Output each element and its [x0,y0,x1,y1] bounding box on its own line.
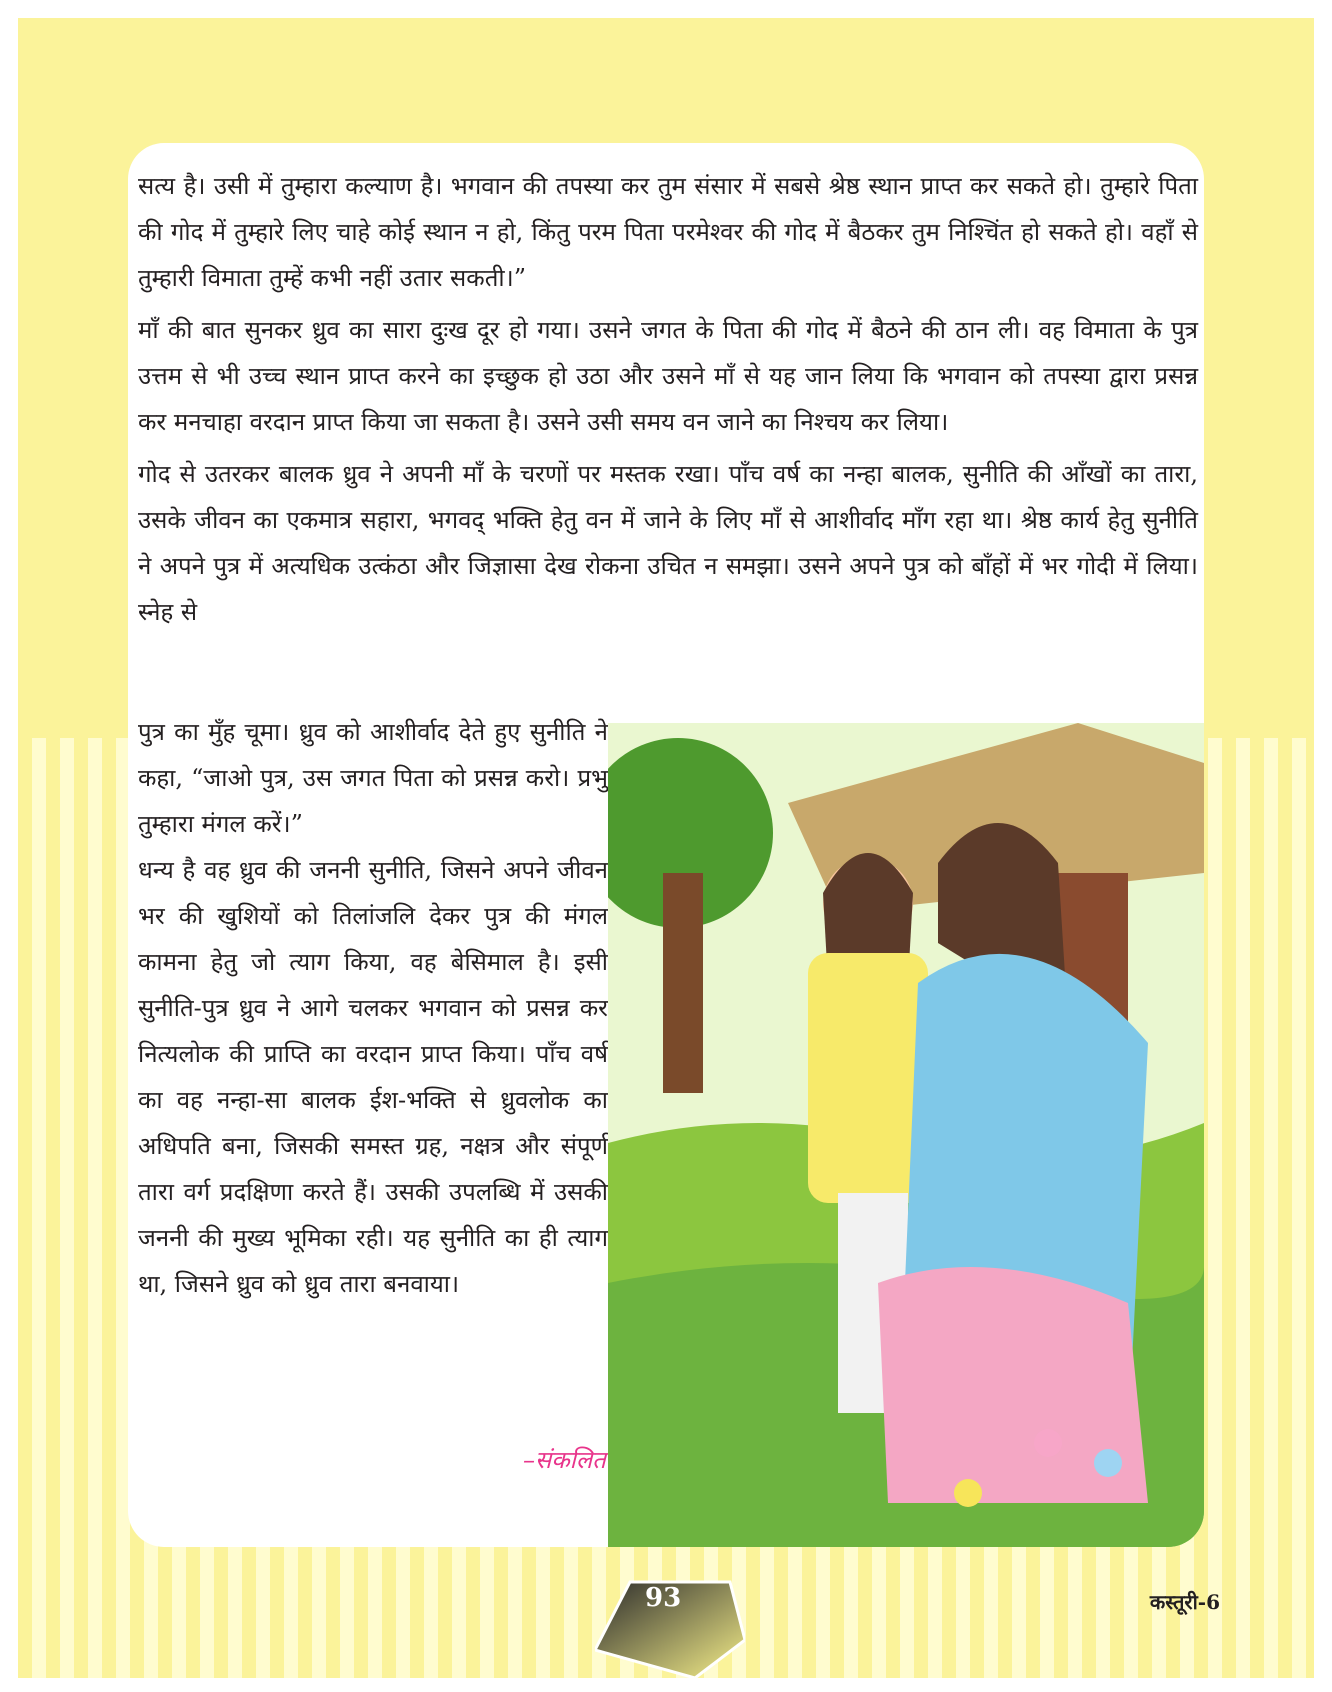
credit-text: –संकलित [523,1446,606,1474]
mother-son-illustration [608,723,1204,1547]
book-name: कस्तूरी-6 [1149,1590,1220,1614]
wrapped-text [138,709,608,1307]
paragraph: धन्य है वह ध्रुव की जननी सुनीति, जिसने अपने जीवन भर की खुशियों को तिलांजलि देकर पुत्र की मंगल कामना हेतु जो त्याग किया, वह बेसिमाल है। इसी सुनीति-पुत्र ध्रुव ने आगे चलकर भगवान को प्रसन्न कर नित्यलोक की प्राप्ति का वरदान प्राप्त किया। पाँच वर्ष का वह नन्हा-सा बालक ईश-भक्ति से ध्रुवलोक का अधिपति बना, जिसकी समस्त ग्रह, नक्षत्र और संपूर्ण तारा वर्ग प्रदक्षिणा करते हैं। उसकी उपलब्धि में उसकी जननी की मुख्य भूमिका रही। यह सुनीति का ही त्याग था, जिसने ध्रुव को ध्रुव तारा बनवाया। [138,856,608,1298]
paragraph: गोद से उतरकर बालक ध्रुव ने अपनी माँ के चरणों पर मस्तक रखा। पाँच वर्ष का नन्हा बालक, सुनीति की आँखों का तारा, उसके जीवन का एकमात्र सहारा, भगवद् भक्ति हेतु वन में जाने के लिए माँ से आशीर्वाद माँग रहा था। श्रेष्ठ कार्य हेतु सुनीति ने अपने पुत्र में अत्यधिक उत्कंठा और जिज्ञासा देख रोकना उचित न समझा। उसने अपने पुत्र को बाँहों में भर गोदी में लिया। स्नेह से [138,460,1198,626]
paragraph: माँ की बात सुनकर ध्रुव का सारा दुःख दूर हो गया। उसने जगत के पिता की गोद में बैठने की ठान ली। वह विमाता के पुत्र उत्तम से भी उच्च स्थान प्राप्त करने का इच्छुक हो उठा और उसने माँ से यह जान लिया कि भगवान को तपस्या द्वारा प्रसन्न कर मनचाहा वरदान प्राप्त किया जा सकता है। उसने उसी समय वन जाने का निश्चय कर लिया। [138,316,1198,436]
main-text [138,163,1198,641]
paragraph: पुत्र का मुँह चूमा। ध्रुव को आशीर्वाद देते हुए सुनीति ने कहा, “जाओ पुत्र, उस जगत पिता को प्रसन्न करो। प्रभु तुम्हारा मंगल करें।” [138,718,608,838]
page-number: 93 [645,1583,682,1613]
content-panel [128,143,1204,1547]
paragraph: सत्य है। उसी में तुम्हारा कल्याण है। भगवान की तपस्या कर तुम संसार में सबसे श्रेष्ठ स्थान प्राप्त कर सकते हो। तुम्हारे पिता की गोद में तुम्हारे लिए चाहे कोई स्थान न हो, किंतु परम पिता परमेश्वर की गोद में बैठकर तुम निश्चिंत हो सकते हो। वहाँ से तुम्हारी विमाता तुम्हें कभी नहीं उतार सकती।” [138,172,1198,292]
